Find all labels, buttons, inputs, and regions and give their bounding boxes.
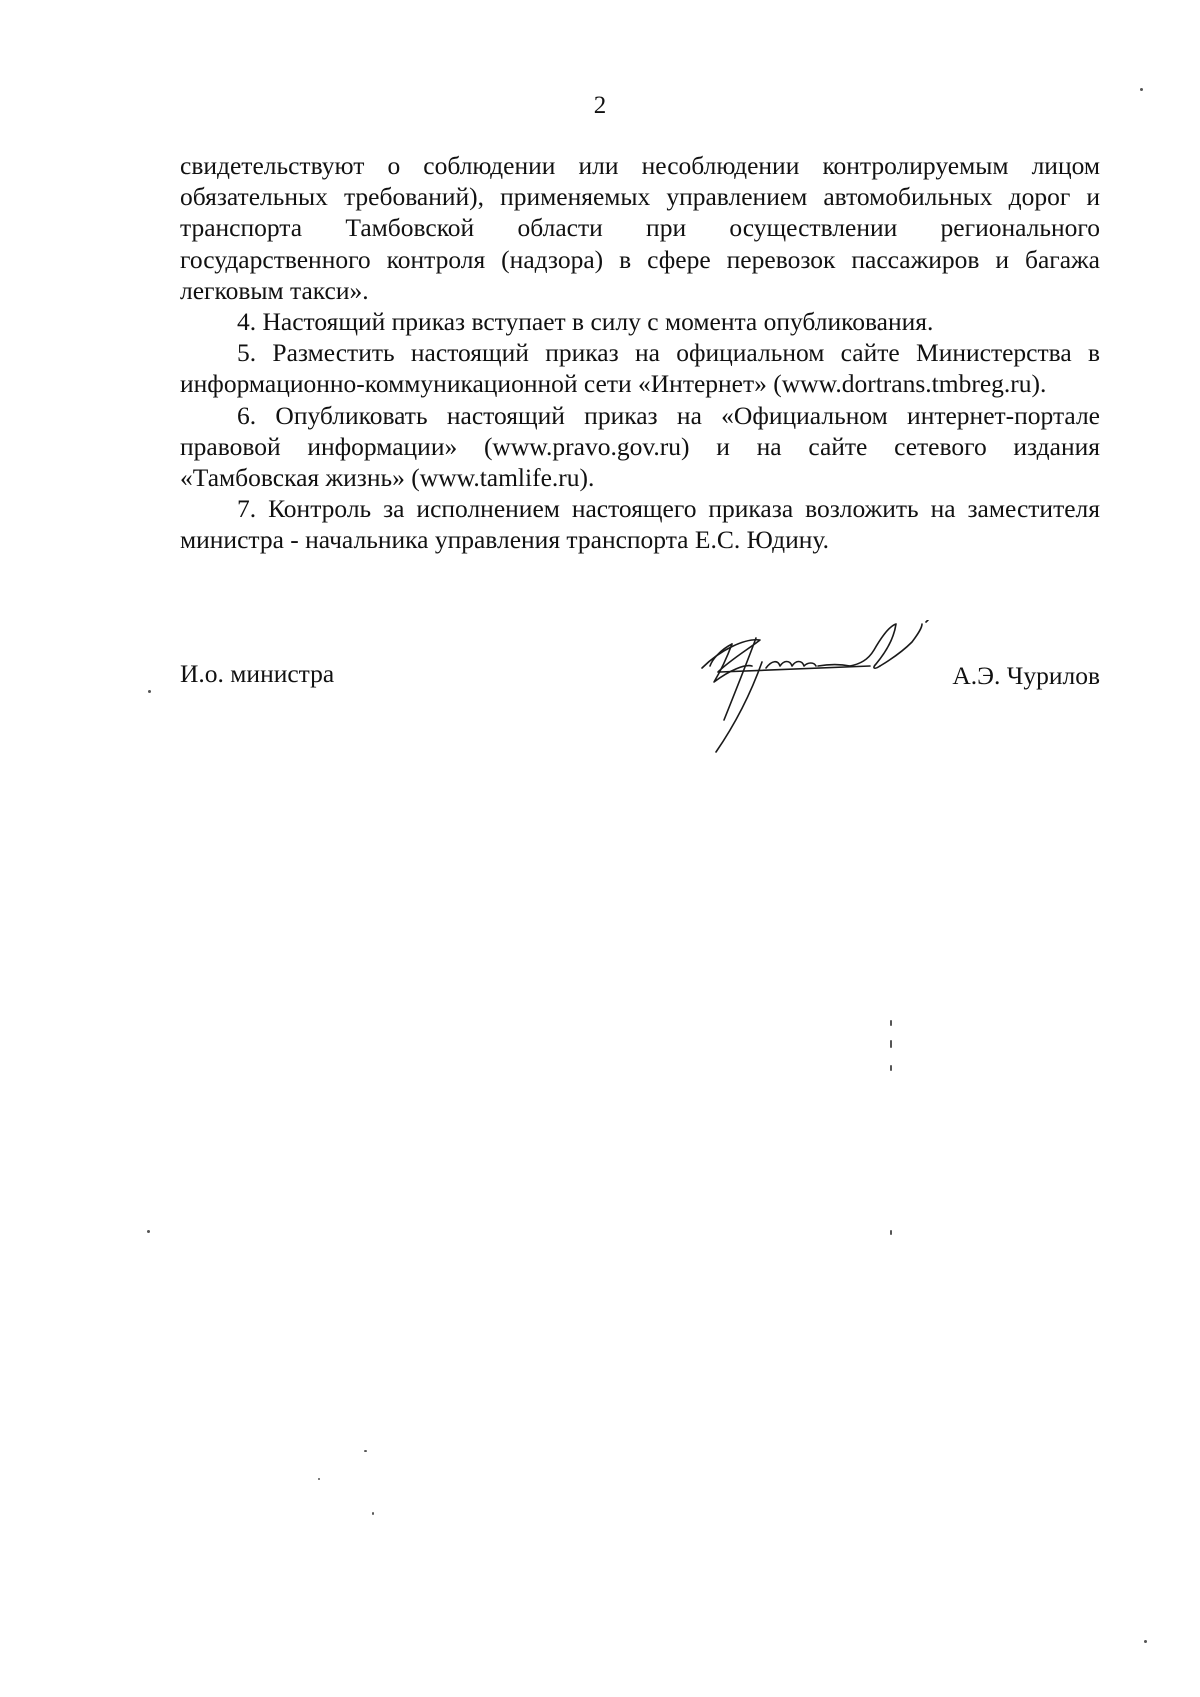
scan-speck	[147, 1230, 150, 1233]
scan-speck	[1140, 88, 1143, 91]
scan-speck	[372, 1512, 374, 1515]
paragraph-item-5: 5. Разместить настоящий приказ на официальном сайте Министерства в информационно-коммуникационной сети «Интернет» (www.dortrans.tmbreg.ru).	[180, 338, 1100, 399]
paragraph-item-7: 7. Контроль за исполнением настоящего приказа возложить на заместителя министра - начальника управления транспорта Е.С. Юдину.	[180, 494, 1100, 555]
scan-speck	[318, 1478, 320, 1480]
scan-speck	[364, 1450, 367, 1452]
signatory-position: И.о. министра	[180, 659, 335, 688]
scan-speck	[890, 1020, 892, 1026]
scan-speck	[890, 1065, 892, 1071]
paragraph-item-6: 6. Опубликовать настоящий приказ на «Официальном интернет-портале правовой информации» (www.pravo.gov.ru) и на сайте сетевого издания «Тамбовская жизнь» (www.tamlife.ru).	[180, 400, 1100, 493]
paragraph-item-4: 4. Настоящий приказ вступает в силу с момента опубликования.	[237, 307, 934, 337]
scan-speck	[1144, 1640, 1147, 1643]
signature-block	[180, 620, 1100, 760]
scan-speck	[148, 690, 151, 693]
signatory-name: А.Э. Чурилов	[952, 661, 1100, 690]
document-body	[180, 150, 1100, 556]
scan-speck	[890, 1230, 892, 1235]
handwritten-signature-icon	[690, 620, 960, 760]
page-number: 2	[593, 92, 607, 119]
scan-speck	[890, 1040, 892, 1048]
paragraph-continuation: свидетельствуют о соблюдении или несоблюдении контролируемым лицом обязательных требований), применяемых управлением автомобильных дорог и транспорта Тамбовской области при осуществлении регионального государственного контроля (надзора) в сфере перевозок пассажиров и багажа легковым такси».	[180, 151, 1100, 305]
